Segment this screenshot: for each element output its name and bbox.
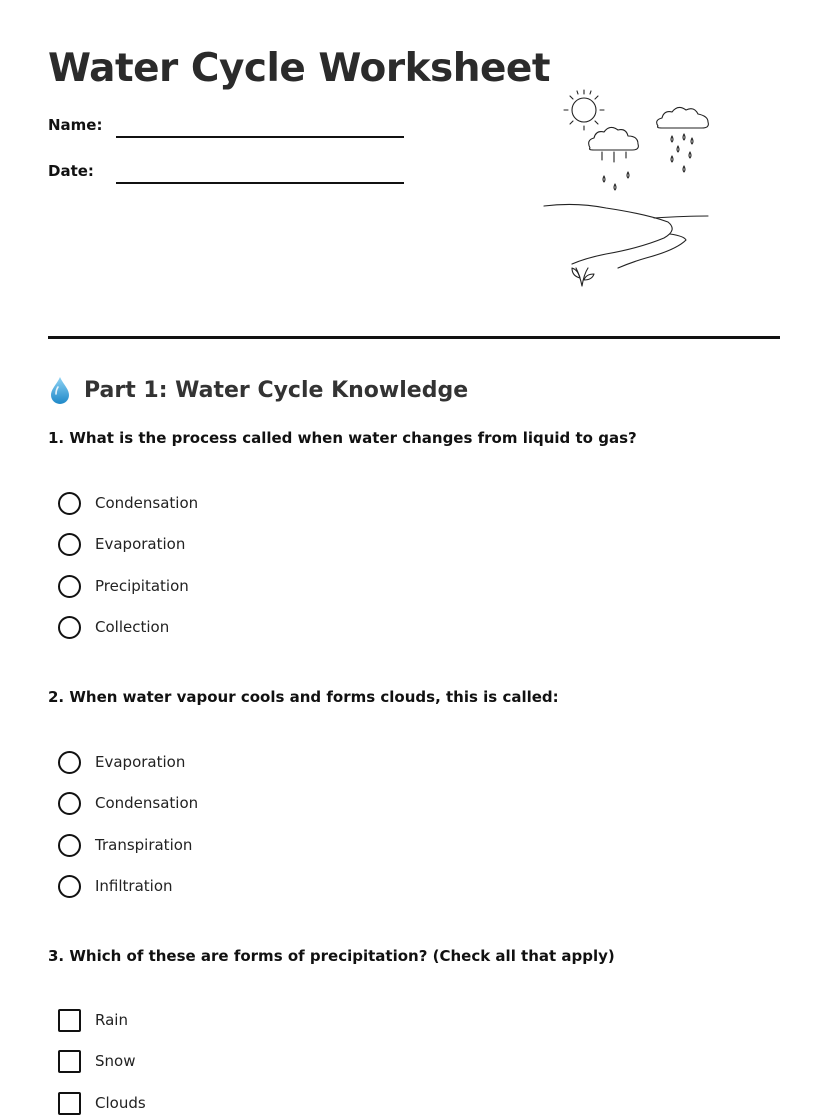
option-condensation[interactable] (58, 791, 198, 815)
radio-button[interactable] (58, 875, 81, 898)
option-label[interactable]: Precipitation (95, 577, 189, 595)
question-text: 3. Which of these are forms of precipitation? (Check all that apply) (48, 947, 615, 965)
radio-button[interactable] (58, 616, 81, 639)
date-blank-line[interactable] (116, 182, 404, 184)
option-infiltration[interactable] (58, 874, 173, 898)
option-rain[interactable] (58, 1008, 128, 1032)
option-snow[interactable] (58, 1049, 135, 1073)
radio-button[interactable] (58, 492, 81, 515)
sun-icon (564, 90, 604, 130)
option-label[interactable]: Clouds (95, 1094, 146, 1112)
plant-sprout-icon (572, 268, 594, 286)
name-label: Name: (48, 116, 103, 134)
question-2 (48, 687, 788, 895)
checkbox[interactable] (58, 1092, 81, 1115)
option-label[interactable]: Evaporation (95, 753, 186, 771)
option-transpiration[interactable] (58, 833, 192, 857)
radio-button[interactable] (58, 834, 81, 857)
option-label[interactable]: Rain (95, 1011, 128, 1029)
radio-button[interactable] (58, 575, 81, 598)
question-text: 2. When water vapour cools and forms clouds, this is called: (48, 688, 559, 706)
date-field[interactable] (48, 162, 408, 186)
option-clouds[interactable] (58, 1091, 146, 1115)
water-drop-icon (48, 376, 72, 404)
checkbox[interactable] (58, 1009, 81, 1032)
river-landscape-icon (544, 204, 708, 268)
question-1 (48, 428, 788, 636)
name-field[interactable] (48, 116, 408, 140)
option-evaporation[interactable] (58, 532, 185, 556)
option-label[interactable]: Infiltration (95, 877, 173, 895)
date-label: Date: (48, 162, 94, 180)
option-precipitation[interactable] (58, 574, 189, 598)
name-blank-line[interactable] (116, 136, 404, 138)
right-rain-cloud-icon (657, 107, 709, 172)
radio-button[interactable] (58, 533, 81, 556)
section-title: Part 1: Water Cycle Knowledge (84, 377, 469, 403)
section-heading (48, 374, 468, 406)
option-label[interactable]: Transpiration (95, 836, 193, 854)
option-label[interactable]: Evaporation (95, 535, 186, 553)
section-divider (48, 336, 780, 339)
option-label[interactable]: Snow (95, 1052, 136, 1070)
option-evaporation[interactable] (58, 750, 185, 774)
question-3 (48, 946, 788, 1112)
question-text: 1. What is the process called when water changes from liquid to gas? (48, 429, 637, 447)
option-condensation[interactable] (58, 491, 198, 515)
page-title: Water Cycle Worksheet (48, 46, 551, 91)
checkbox[interactable] (58, 1050, 81, 1073)
option-collection[interactable] (58, 615, 169, 639)
radio-button[interactable] (58, 751, 81, 774)
option-label[interactable]: Collection (95, 618, 170, 636)
option-label[interactable]: Condensation (95, 494, 199, 512)
water-cycle-illustration (536, 84, 726, 294)
radio-button[interactable] (58, 792, 81, 815)
left-rain-cloud-icon (589, 127, 639, 190)
option-label[interactable]: Condensation (95, 794, 199, 812)
